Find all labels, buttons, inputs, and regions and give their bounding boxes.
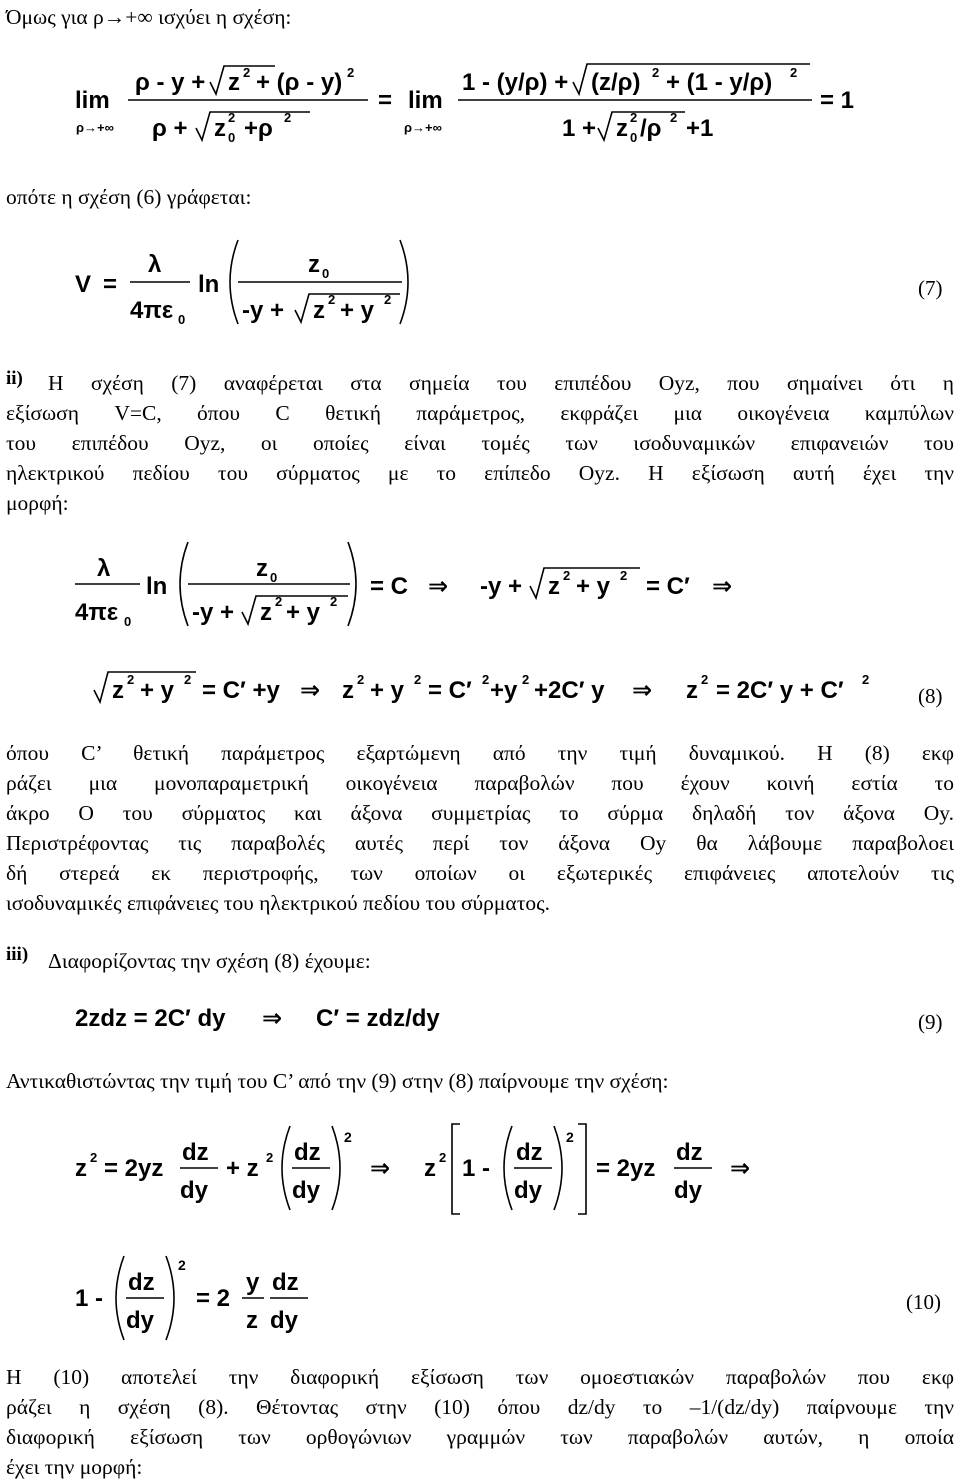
svg-text:= 2yz: = 2yz: [104, 1155, 164, 1182]
svg-text:1 - (y/ρ) +: 1 - (y/ρ) +: [462, 69, 569, 96]
svg-text:2: 2: [275, 594, 283, 609]
svg-text:2: 2: [228, 110, 236, 125]
svg-text:lim: lim: [75, 87, 110, 114]
svg-text:ρ→+∞: ρ→+∞: [404, 120, 442, 135]
svg-text:⇒: ⇒: [730, 1155, 751, 1182]
svg-text:2: 2: [184, 672, 192, 687]
svg-text:2: 2: [266, 1150, 274, 1165]
svg-text:dy: dy: [126, 1307, 155, 1334]
svg-text:z: z: [308, 251, 320, 278]
svg-text:z: z: [228, 69, 240, 96]
svg-text:=: =: [103, 271, 118, 298]
svg-text:= 2: = 2: [196, 1285, 231, 1312]
closing-paragraph: [6, 1362, 954, 1482]
after-eq9-text: Αντικαθιστώντας την τιμή του C’ από την (9) στην (8) παίρνουμε την σχέση:: [6, 1069, 669, 1093]
svg-text:⇒: ⇒: [428, 573, 449, 600]
svg-text:2: 2: [862, 672, 870, 687]
svg-text:dz: dz: [676, 1139, 703, 1166]
svg-text:ρ→+∞: ρ→+∞: [76, 120, 114, 135]
svg-text:2: 2: [566, 1129, 574, 1145]
substitution-equation: [0, 1124, 960, 1224]
svg-text:z: z: [260, 599, 272, 626]
svg-text:4πε: 4πε: [130, 297, 174, 324]
svg-text:⇒: ⇒: [632, 677, 653, 704]
svg-text:0: 0: [322, 266, 330, 281]
section-ii-line: ηλεκτρικού πεδίου του σύρματος με το επίπεδο Oyz. Η εξίσωση αυτή έχει την: [6, 461, 954, 485]
svg-text:/ρ: /ρ: [640, 115, 662, 142]
svg-text:+ y: + y: [340, 297, 375, 324]
paragraph-line: ράζει η σχέση (8). Θέτοντας στην (10) όπου dz/dy το –1/(dz/dy) παίρνουμε την: [6, 1395, 954, 1419]
svg-text:+ y: + y: [370, 677, 405, 704]
svg-text:dy: dy: [514, 1177, 543, 1204]
svg-text:dz: dz: [272, 1269, 299, 1296]
eq10-number: (10): [906, 1290, 941, 1314]
svg-text:2: 2: [284, 110, 292, 125]
intro-text: Όμως για ρ→+∞ ισχύει η σχέση:: [6, 5, 292, 29]
svg-text:2: 2: [243, 65, 251, 80]
svg-text:lim: lim: [408, 87, 443, 114]
section-ii-line: μορφή:: [6, 491, 69, 515]
paragraph-line: Η (10) αποτελεί την διαφορική εξίσωση των ομοεστιακών παραβολών που εκφ: [6, 1365, 954, 1389]
svg-text:z: z: [246, 1307, 258, 1334]
section-ii-paragraph: [6, 368, 954, 518]
svg-text:2zdz = 2C′ dy: 2zdz = 2C′ dy: [75, 1005, 226, 1032]
equation-9: [0, 996, 960, 1046]
svg-text:2: 2: [127, 672, 135, 687]
paragraph-line: άκρο Ο του σύρματος και άξονα συμμετρίας το σύρμα δηλαδή τον άξονα Oy.: [6, 801, 954, 825]
svg-text:2: 2: [790, 65, 798, 80]
svg-text:+ y: + y: [576, 573, 611, 600]
svg-text:4πε: 4πε: [75, 599, 119, 626]
svg-text:= 2yz: = 2yz: [596, 1155, 656, 1182]
svg-text:2: 2: [344, 1129, 352, 1145]
svg-text:dy: dy: [180, 1177, 209, 1204]
paragraph-line: ισοδυναμικές επιφάνειες του ηλεκτρικού πεδίου του σύρματος.: [6, 891, 550, 915]
svg-text:⇒: ⇒: [300, 677, 321, 704]
svg-text:λ: λ: [97, 555, 111, 582]
svg-text:-y +: -y +: [192, 599, 235, 626]
svg-text:1 -: 1 -: [462, 1155, 491, 1182]
svg-text:1 +: 1 +: [562, 115, 597, 142]
svg-text:1 -: 1 -: [75, 1285, 104, 1312]
svg-text:-y +: -y +: [242, 297, 285, 324]
svg-text:2: 2: [522, 672, 530, 687]
after-limit-text: οπότε η σχέση (6) γράφεται:: [6, 185, 252, 209]
svg-text:= C: = C: [370, 573, 409, 600]
svg-text:+y: +y: [490, 677, 518, 704]
svg-text:+ y: + y: [140, 677, 175, 704]
svg-text:= C′: = C′: [646, 573, 690, 600]
svg-text:=: =: [378, 87, 393, 114]
svg-text:= C′: = C′: [428, 677, 472, 704]
svg-text:+ z: + z: [226, 1155, 259, 1182]
svg-text:C′ = zdz/dy: C′ = zdz/dy: [316, 1005, 440, 1032]
svg-text:ln: ln: [146, 573, 168, 600]
svg-text:2: 2: [178, 1257, 186, 1273]
eq7-number: (7): [918, 276, 943, 300]
svg-text:z: z: [616, 115, 628, 142]
svg-text:2: 2: [630, 110, 638, 125]
svg-text:z: z: [342, 677, 354, 704]
svg-text:2: 2: [563, 568, 571, 583]
svg-text:+ (1 - y/ρ): + (1 - y/ρ): [666, 69, 773, 96]
paragraph-line: ράζει μια μονοπαραμετρική οικογένεια παραβολών που έχουν κοινή εστία το: [6, 771, 954, 795]
svg-text:dy: dy: [292, 1177, 321, 1204]
section-ii-line: εξίσωση V=C, όπου C θετική παράμετρος, εκφράζει μια οικογένεια καμπύλων: [6, 401, 954, 425]
paragraph-line: όπου C’ θετική παράμετρος εξαρτώμενη από την τιμή δυναμικού. Η (8) εκφ: [6, 741, 954, 765]
svg-text:dy: dy: [674, 1177, 703, 1204]
paragraph-line: διαφορική εξίσωση των ορθογώνιων γραμμών των παραβολών αυτών, η οποία: [6, 1425, 954, 1449]
svg-text:z: z: [686, 677, 698, 704]
svg-text:2: 2: [357, 672, 365, 687]
svg-text:z: z: [75, 1155, 87, 1182]
svg-text:dz: dz: [128, 1269, 155, 1296]
svg-text:2: 2: [328, 292, 336, 307]
svg-text:+1: +1: [686, 115, 714, 142]
section-ii-label: ii): [6, 368, 23, 389]
section-ii-line: Η σχέση (7) αναφέρεται στα σημεία του επιπέδου Oyz, που σημαίνει ότι η: [48, 371, 954, 395]
svg-text:0: 0: [178, 312, 186, 327]
eq8-number: (8): [918, 684, 943, 708]
svg-text:2: 2: [414, 672, 422, 687]
paragraph-line: έχει την μορφή:: [6, 1455, 143, 1479]
section-iii-text: Διαφορίζοντας την σχέση (8) έχουμε:: [48, 949, 371, 973]
svg-text:z: z: [313, 297, 325, 324]
svg-text:z: z: [112, 677, 124, 704]
equation-7: [0, 236, 960, 336]
svg-text:= 1: = 1: [820, 87, 855, 114]
svg-text:= 2C′ y + C′: = 2C′ y + C′: [716, 677, 844, 704]
svg-text:dz: dz: [294, 1139, 321, 1166]
after-eq8-paragraph: [6, 738, 954, 918]
svg-text:0: 0: [270, 570, 278, 585]
svg-text:z: z: [548, 573, 560, 600]
eq9-number: (9): [918, 1010, 943, 1034]
svg-text:0: 0: [124, 614, 132, 629]
svg-text:2: 2: [701, 672, 709, 687]
svg-text:z: z: [424, 1155, 436, 1182]
svg-text:2: 2: [482, 672, 490, 687]
paragraph-line: δή στερεά εκ περιστροφής, των οποίων οι εξωτερικές επιφάνειες αποτελούν τις: [6, 861, 954, 885]
svg-text:2: 2: [90, 1150, 98, 1165]
svg-text:2: 2: [330, 594, 338, 609]
limit-equation: [0, 60, 960, 180]
svg-text:0: 0: [630, 130, 638, 145]
svg-text:= C′ +y: = C′ +y: [202, 677, 280, 704]
svg-text:z: z: [214, 115, 226, 142]
svg-text:V: V: [75, 271, 92, 298]
svg-text:2: 2: [620, 568, 628, 583]
svg-text:0: 0: [228, 130, 236, 145]
equation-8-derivation: [0, 538, 960, 638]
svg-text:ρ +: ρ +: [152, 115, 188, 142]
svg-text:+ (ρ - y): + (ρ - y): [256, 69, 343, 96]
svg-text:2: 2: [652, 65, 660, 80]
svg-text:2: 2: [670, 110, 678, 125]
svg-text:⇒: ⇒: [262, 1005, 283, 1032]
section-iii-label: iii): [6, 944, 29, 965]
svg-text:y: y: [246, 1269, 260, 1296]
svg-text:ln: ln: [198, 271, 220, 298]
svg-text:2: 2: [347, 65, 355, 80]
equation-10: [0, 1254, 960, 1354]
svg-text:dz: dz: [182, 1139, 209, 1166]
svg-text:+ρ: +ρ: [244, 115, 273, 142]
svg-text:dz: dz: [516, 1139, 543, 1166]
svg-text:+ y: + y: [286, 599, 321, 626]
svg-text:2: 2: [439, 1150, 447, 1165]
svg-text:z: z: [256, 555, 268, 582]
svg-text:λ: λ: [148, 251, 162, 278]
svg-text:2: 2: [384, 292, 392, 307]
svg-text:-y +: -y +: [480, 573, 523, 600]
equation-8: [0, 664, 960, 724]
section-ii-line: του επιπέδου Oyz, οι οποίες είναι τομές των ισοδυναμικών επιφανειών του: [6, 431, 954, 455]
svg-text:⇒: ⇒: [370, 1155, 391, 1182]
svg-text:(z/ρ): (z/ρ): [591, 69, 641, 96]
svg-text:+2C′ y: +2C′ y: [534, 677, 605, 704]
svg-text:⇒: ⇒: [712, 573, 733, 600]
svg-text:ρ - y +: ρ - y +: [135, 69, 206, 96]
svg-text:dy: dy: [270, 1307, 299, 1334]
paragraph-line: Περιστρέφοντας τις παραβολές αυτές περί τον άξονα Oy θα λάβουμε παραβολοει: [6, 831, 954, 855]
